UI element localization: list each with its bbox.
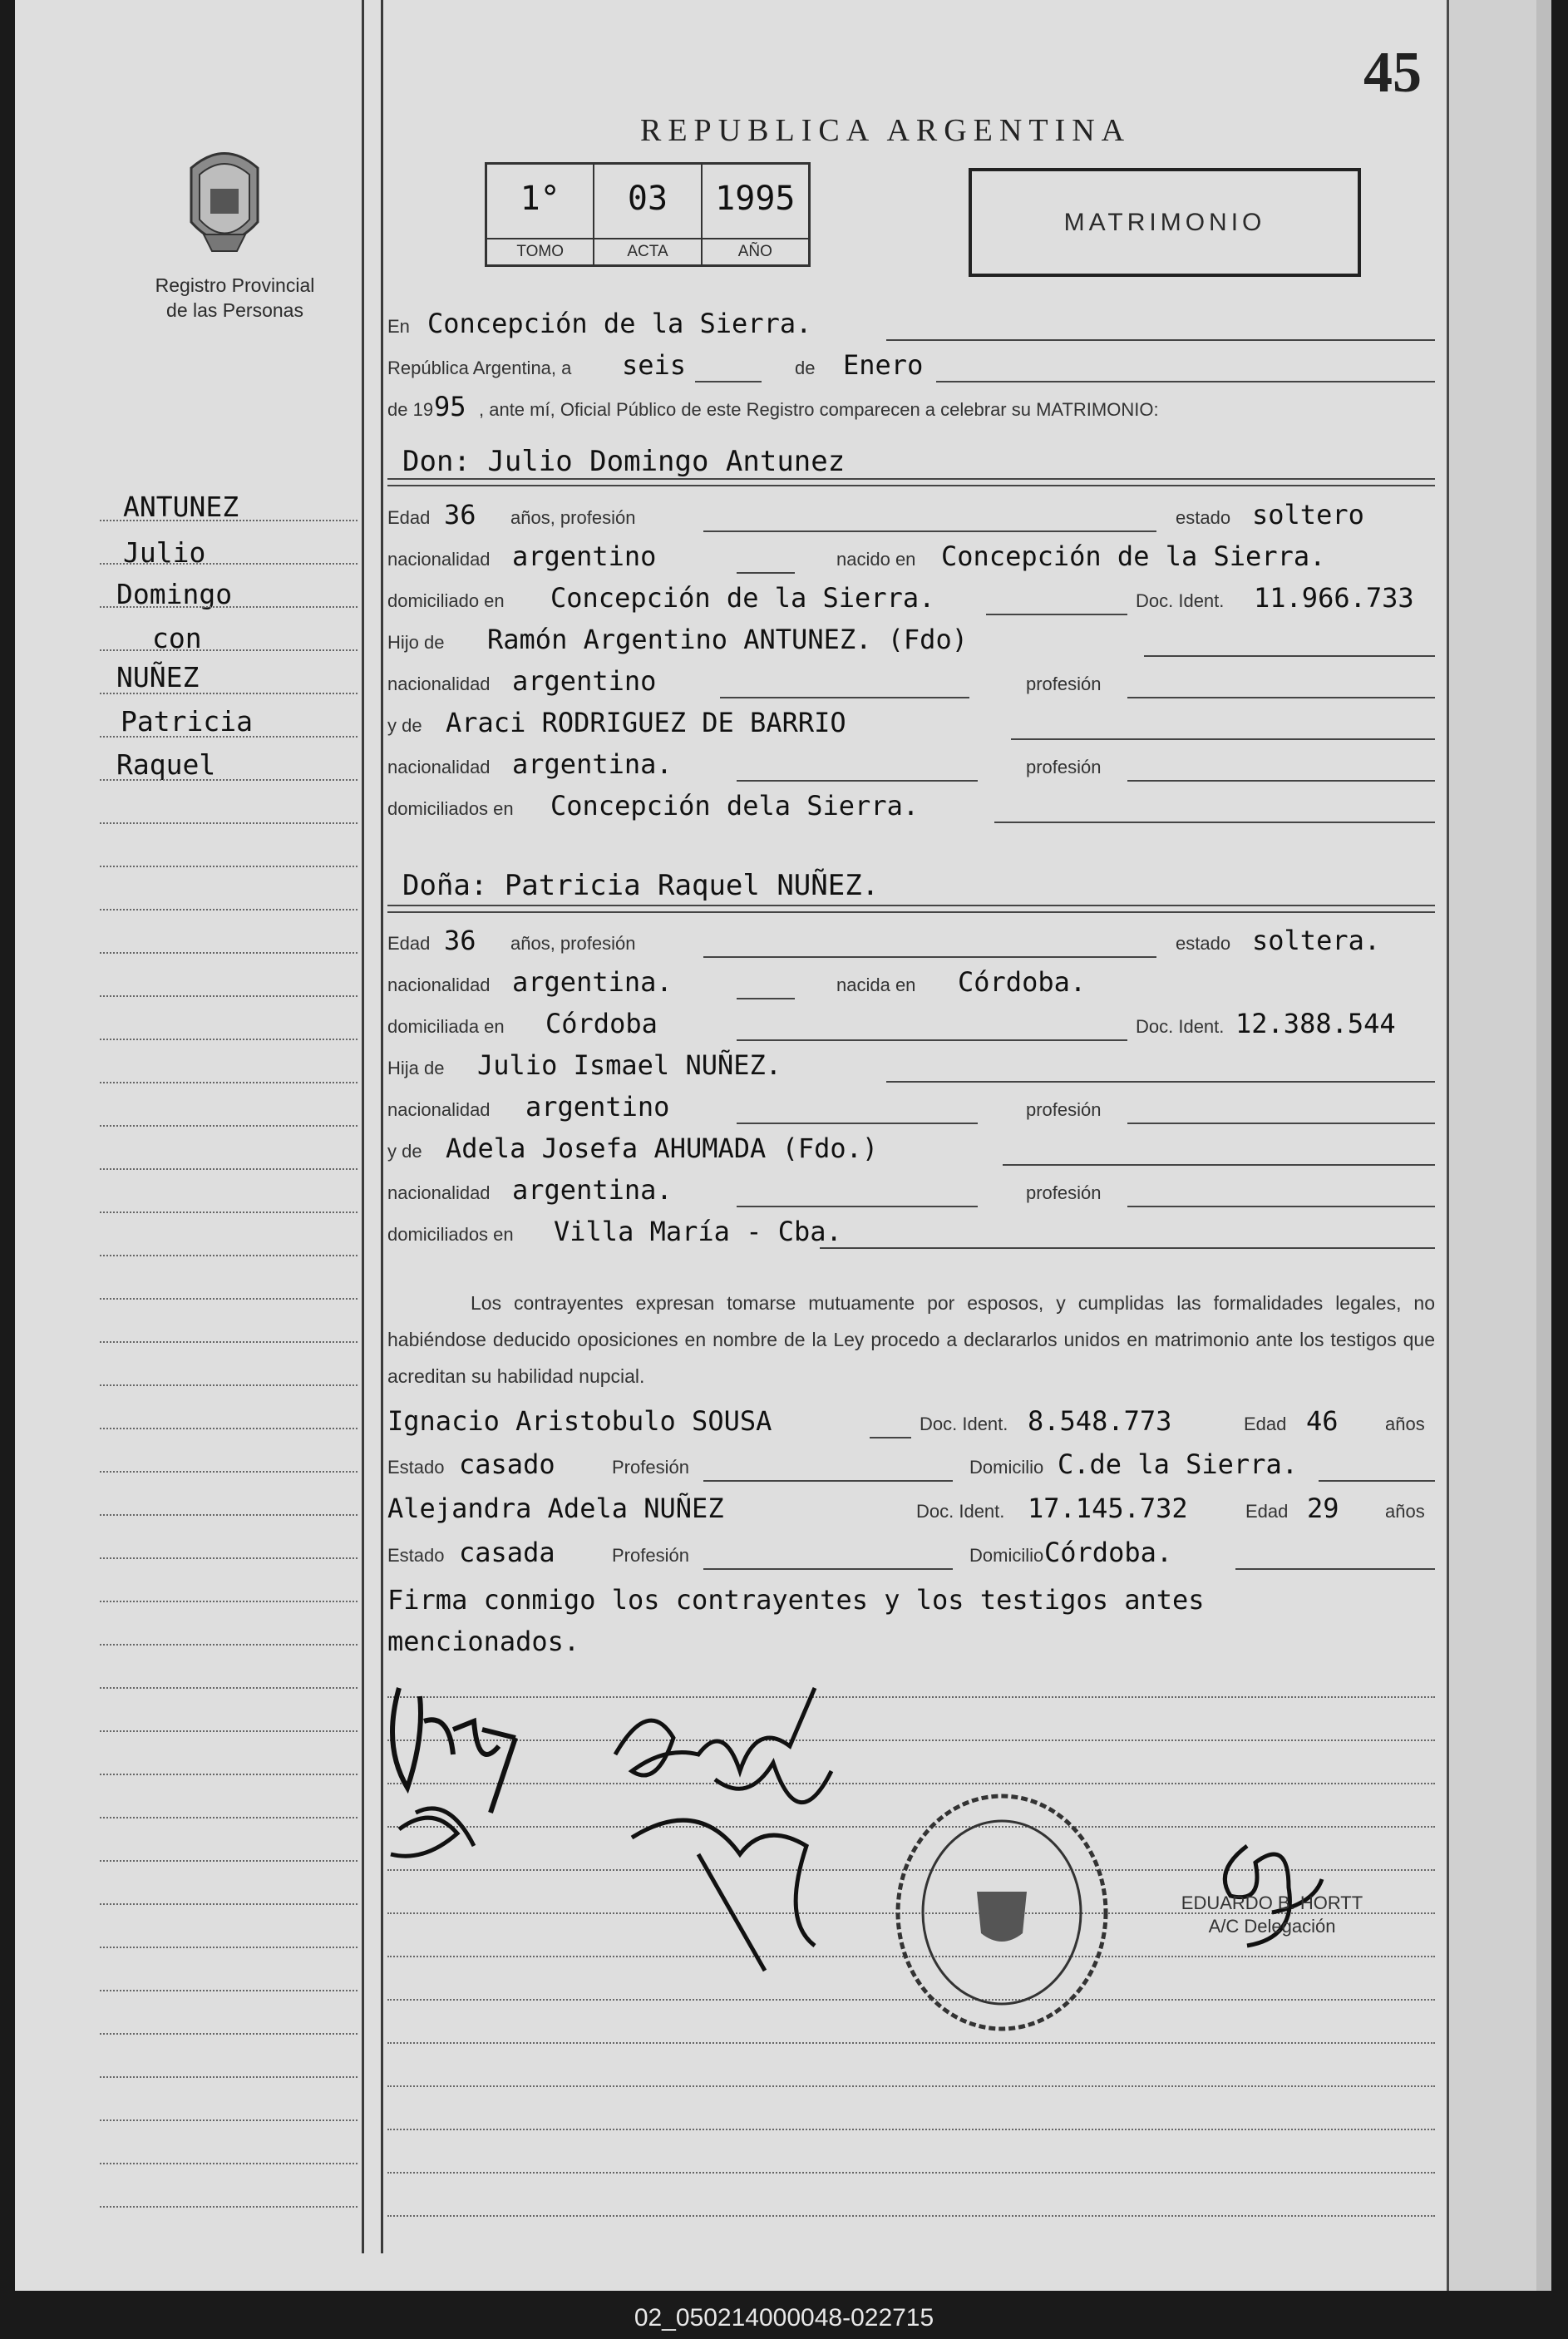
witness2-name: Alejandra Adela NUÑEZ <box>387 1493 724 1524</box>
closing-line1: Firma conmigo los contrayentes y los testigos antes <box>387 1584 1205 1616</box>
divider <box>387 478 1435 486</box>
groom-age: 36 <box>444 499 476 530</box>
officer-block <box>1147 1892 1397 1938</box>
groom-father-nat-row <box>387 665 1435 698</box>
margin-rule <box>100 1903 357 1905</box>
domicilio-label: Domicilio <box>969 1457 1044 1478</box>
profesion-label: Profesión <box>612 1545 689 1566</box>
nacionalidad-label: nacionalidad <box>387 975 491 995</box>
margin-rule <box>100 1082 357 1083</box>
intro-year-row <box>387 391 1435 424</box>
estado-label: Estado <box>387 1457 445 1478</box>
doc-label: Doc. Ident. <box>920 1414 1008 1434</box>
margin-rule <box>100 2033 357 2035</box>
domiciliados-label: domiciliados en <box>387 1224 514 1245</box>
closing-row1 <box>387 1584 1435 1617</box>
profesion-label: Profesión <box>612 1457 689 1478</box>
witness1-estado: casado <box>459 1448 555 1480</box>
registry-line2: de las Personas <box>166 299 303 321</box>
witness1-doc: 8.548.773 <box>1028 1405 1172 1437</box>
margin-rule <box>100 866 357 867</box>
acta-label: ACTA <box>594 238 700 264</box>
tomo-acta-box <box>485 162 811 267</box>
groom-parents-dom-row <box>387 790 1435 823</box>
nacionalidad-label: nacionalidad <box>387 674 491 694</box>
anios-label: años <box>1385 1501 1425 1522</box>
republica-label: República Argentina, a <box>387 358 572 378</box>
act-type-box: MATRIMONIO <box>969 168 1361 277</box>
margin-rule <box>100 1817 357 1818</box>
document-title: REPUBLICA ARGENTINA <box>640 113 1132 148</box>
margin-rule <box>100 2076 357 2078</box>
doc-label: Doc. Ident. <box>916 1501 1005 1522</box>
doc-label: Doc. Ident. <box>1136 1016 1225 1037</box>
domiciliados-label: domiciliados en <box>387 798 514 819</box>
nacionalidad-label: nacionalidad <box>387 1182 491 1203</box>
groom-age-row <box>387 499 1435 532</box>
bride-nacida: Córdoba. <box>958 966 1087 998</box>
bride-name: Doña: Patricia Raquel NUÑEZ. <box>402 869 880 902</box>
margin-rule <box>100 1774 357 1775</box>
domiciliada-label: domiciliada en <box>387 1016 505 1037</box>
anio-label: AÑO <box>703 238 808 264</box>
witness2-doc: 17.145.732 <box>1028 1493 1188 1524</box>
margin-rule <box>100 649 357 651</box>
bride-father: Julio Ismael NUÑEZ. <box>477 1049 782 1081</box>
nacido-label: nacido en <box>836 549 916 570</box>
bride-mother: Adela Josefa AHUMADA (Fdo.) <box>446 1132 879 1164</box>
witness2-domicilio: Córdoba. <box>1044 1537 1173 1568</box>
bride-age: 36 <box>444 925 476 956</box>
margin-rule <box>100 1860 357 1862</box>
witness1-row <box>387 1405 1435 1438</box>
empty-rule <box>387 2042 1435 2044</box>
margin-rule <box>100 779 357 781</box>
hijo-label: Hijo de <box>387 632 445 653</box>
margin-rule <box>100 1730 357 1732</box>
anio-cell <box>703 165 808 264</box>
empty-rule <box>387 2085 1435 2087</box>
intro-date-row <box>387 349 1435 382</box>
witness2-detail-row <box>387 1537 1435 1570</box>
groom-name: Don: Julio Domingo Antunez <box>402 445 846 478</box>
groom-nationality-row <box>387 540 1435 574</box>
bride-father-nat-row <box>387 1091 1435 1124</box>
bride-nationality-row <box>387 966 1435 999</box>
margin-name: Raquel <box>116 748 216 781</box>
groom-father: Ramón Argentino ANTUNEZ. (Fdo) <box>487 624 968 655</box>
month-value: Enero <box>843 349 924 381</box>
place-value: Concepción de la Sierra. <box>427 308 812 339</box>
groom-mother-nat-row <box>387 748 1435 782</box>
margin-rule <box>100 2163 357 2164</box>
profesion-label: profesión <box>1026 674 1102 694</box>
doc-label: Doc. Ident. <box>1136 590 1225 611</box>
groom-domicile-row <box>387 582 1435 615</box>
margin-rule <box>100 1125 357 1127</box>
margin-divider-inner <box>381 0 383 2253</box>
province-emblem-icon <box>179 143 270 259</box>
bride-nacionalidad: argentina. <box>512 966 673 998</box>
empty-rule <box>387 2215 1435 2217</box>
domiciliado-label: domiciliado en <box>387 590 505 611</box>
bride-parents-dom-row <box>387 1216 1435 1249</box>
tomo-cell <box>487 165 594 264</box>
year-prefix: de 19 <box>387 399 434 420</box>
margin-rule <box>100 1990 357 1991</box>
registry-line1: Registro Provincial <box>155 274 315 296</box>
profesion-label: profesión <box>1026 1182 1102 1203</box>
declaration-paragraph: Los contrayentes expresan tomarse mutuamente por esposos, y cumplidas las formalidades legales, no habiéndose deducido oposiciones en nombre de la Ley procedo a declararlos unidos en matrimonio ante los testigos que acreditan su habilidad nupcial. <box>387 1292 1435 1387</box>
profesion-label: profesión <box>1026 757 1102 777</box>
bride-domicilio: Córdoba <box>545 1008 658 1039</box>
bride-domicile-row <box>387 1008 1435 1041</box>
edad-label: Edad <box>387 507 431 528</box>
acta-value: 03 <box>627 180 668 218</box>
margin-rule <box>100 1211 357 1213</box>
margin-rule <box>100 1298 357 1300</box>
acta-cell <box>594 165 702 264</box>
margin-rule <box>100 563 357 565</box>
margin-rule <box>100 995 357 997</box>
closing-line2: mencionados. <box>387 1626 580 1657</box>
witness1-domicilio: C.de la Sierra. <box>1058 1448 1298 1480</box>
signature-groom-icon <box>374 1671 557 1871</box>
divider <box>387 905 1435 913</box>
margin-rule <box>100 822 357 824</box>
official-seal-icon <box>890 1788 1114 2037</box>
margin-rule <box>100 1601 357 1602</box>
empty-rule <box>387 2172 1435 2174</box>
witness2-edad: 29 <box>1307 1493 1339 1524</box>
margin-rule <box>100 1384 357 1386</box>
margin-rule <box>100 1039 357 1040</box>
margin-rule <box>100 1644 357 1646</box>
empty-rule <box>387 2129 1435 2130</box>
margin-rule <box>100 693 357 694</box>
profesion-label: profesión <box>1026 1099 1102 1120</box>
witness1-edad: 46 <box>1306 1405 1339 1437</box>
margin-divider <box>362 0 364 2253</box>
anios-profesion-label: años, profesión <box>510 507 636 528</box>
bride-mother-row <box>387 1132 1435 1166</box>
margin-rule <box>100 1168 357 1170</box>
year-suffix: 95 <box>434 391 466 422</box>
groom-mother: Araci RODRIGUEZ DE BARRIO <box>446 707 846 738</box>
nacionalidad-label: nacionalidad <box>387 757 491 777</box>
anio-value: 1995 <box>715 180 796 218</box>
bride-doc: 12.388.544 <box>1235 1008 1396 1039</box>
groom-mother-nac: argentina. <box>512 748 673 780</box>
anios-profesion-label: años, profesión <box>510 933 636 954</box>
groom-doc: 11.966.733 <box>1254 582 1414 614</box>
yde-label: y de <box>387 715 422 736</box>
margin-rule <box>100 952 357 954</box>
bride-header-row <box>387 861 1435 904</box>
groom-father-row <box>387 624 1435 657</box>
margin-rule <box>100 1428 357 1429</box>
anios-label: años <box>1385 1414 1425 1434</box>
nacionalidad-label: nacionalidad <box>387 549 491 570</box>
edad-label: Edad <box>1245 1501 1289 1522</box>
image-caption: 02_050214000048-022715 <box>634 2304 934 2332</box>
officer-role: A/C Delegación <box>1208 1916 1336 1937</box>
margin-rule <box>100 909 357 910</box>
margin-name: NUÑEZ <box>116 661 200 693</box>
edad-label: Edad <box>387 933 431 954</box>
officer-name: EDUARDO B. HORTT <box>1181 1892 1363 1913</box>
groom-father-nac: argentino <box>512 665 657 697</box>
bride-father-row <box>387 1049 1435 1083</box>
margin-rule <box>100 1687 357 1689</box>
groom-parents-dom: Concepción dela Sierra. <box>550 790 920 822</box>
margin-rule <box>100 2206 357 2208</box>
nacionalidad-label: nacionalidad <box>387 1099 491 1120</box>
bride-mother-nat-row <box>387 1174 1435 1207</box>
margin-name: Patricia <box>121 705 253 738</box>
groom-nacionalidad: argentino <box>512 540 657 572</box>
groom-domicilio: Concepción de la Sierra. <box>550 582 935 614</box>
witness1-name: Ignacio Aristobulo SOUSA <box>387 1405 772 1437</box>
margin-name: Julio <box>123 536 206 569</box>
page-number: 45 <box>1363 41 1422 105</box>
registry-name <box>116 273 353 323</box>
de-label: de <box>795 358 816 378</box>
witness2-row <box>387 1493 1435 1526</box>
margin-rule <box>100 606 357 608</box>
closing-row2 <box>387 1626 1435 1659</box>
bride-estado: soltera. <box>1252 925 1381 956</box>
margin-rule <box>100 1255 357 1256</box>
bride-father-nac: argentino <box>525 1091 670 1123</box>
domicilio-label: Domicilio <box>969 1545 1044 1566</box>
witness1-detail-row <box>387 1448 1435 1482</box>
day-value: seis <box>622 349 687 381</box>
witness2-estado: casada <box>459 1537 555 1568</box>
declaration-text <box>387 1285 1435 1394</box>
groom-estado: soltero <box>1252 499 1364 530</box>
estado-label: estado <box>1176 507 1231 528</box>
binding-edge <box>1536 0 1551 2291</box>
margin-rule <box>100 1514 357 1516</box>
en-label: En <box>387 316 410 337</box>
bride-age-row <box>387 925 1435 958</box>
edad-label: Edad <box>1244 1414 1287 1434</box>
groom-nacido: Concepción de la Sierra. <box>941 540 1326 572</box>
groom-header-row <box>387 437 1435 480</box>
ante-text: , ante mí, Oficial Público de este Registro comparecen a celebrar su MATRIMONIO: <box>479 399 1159 420</box>
margin-rule <box>100 1947 357 1948</box>
margin-name: ANTUNEZ <box>123 491 239 523</box>
yde-label: y de <box>387 1141 422 1162</box>
bride-parents-dom: Villa María - Cba. <box>554 1216 842 1247</box>
hija-label: Hija de <box>387 1058 445 1078</box>
margin-rule <box>100 520 357 521</box>
groom-mother-row <box>387 707 1435 740</box>
margin-rule <box>100 2119 357 2121</box>
signature-bride-icon <box>599 1671 865 2004</box>
estado-label: estado <box>1176 933 1231 954</box>
margin-rule <box>100 736 357 738</box>
page-edge <box>1447 0 1539 2291</box>
margin-name: con <box>152 622 202 654</box>
margin-rule <box>100 1341 357 1343</box>
estado-label: Estado <box>387 1545 445 1566</box>
nacida-label: nacida en <box>836 975 916 995</box>
margin-name: Domingo <box>116 578 233 610</box>
bride-mother-nac: argentina. <box>512 1174 673 1206</box>
margin-rule <box>100 1557 357 1559</box>
tomo-label: TOMO <box>487 238 593 264</box>
tomo-value: 1° <box>520 180 560 218</box>
margin-rule <box>100 1471 357 1473</box>
intro-place-row <box>387 308 1435 341</box>
